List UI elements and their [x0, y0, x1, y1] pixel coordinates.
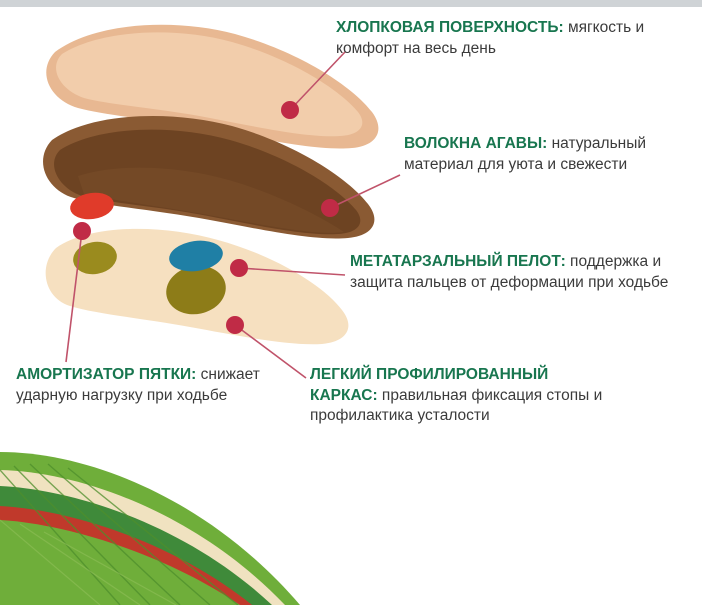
callout-cotton-body: мягкость и комфорт на весь день — [336, 19, 645, 57]
callout-cotton-heading: ХЛОПКОВАЯ ПОВЕРХНОСТЬ: — [336, 19, 564, 36]
marker-pelot — [230, 259, 248, 277]
callout-pelot-body: поддержка и защита пальцев от деформации при ходьбе — [350, 253, 669, 291]
callout-heel-body: снижает ударную нагрузку при ходьбе — [16, 366, 260, 404]
callout-pelot-heading: МЕТАТАРЗАЛЬНЫЙ ПЕЛОТ: — [350, 253, 566, 270]
marker-heel — [73, 222, 91, 240]
callout-cotton-surface — [336, 18, 666, 59]
grass-decoration — [0, 452, 300, 605]
callout-agave-fibers — [404, 134, 694, 175]
callout-frame-body: правильная фиксация стопы и профилактика усталости — [310, 386, 603, 425]
callout-heel-cushion — [16, 365, 306, 406]
callout-heel-heading: АМОРТИЗАТОР ПЯТКИ: — [16, 366, 197, 383]
marker-agave — [321, 199, 339, 217]
callout-agave-body: натуральный материал для уюта и свежести — [404, 135, 647, 173]
callout-frame-heading: ЛЕГКИЙ ПРОФИЛИРОВАННЫЙ КАРКАС: — [310, 366, 549, 404]
marker-frame — [226, 316, 244, 334]
callout-light-frame — [310, 365, 610, 427]
callout-metatarsal-pad — [350, 252, 690, 293]
marker-cotton — [281, 101, 299, 119]
callout-agave-heading: ВОЛОКНА АГАВЫ: — [404, 135, 548, 152]
